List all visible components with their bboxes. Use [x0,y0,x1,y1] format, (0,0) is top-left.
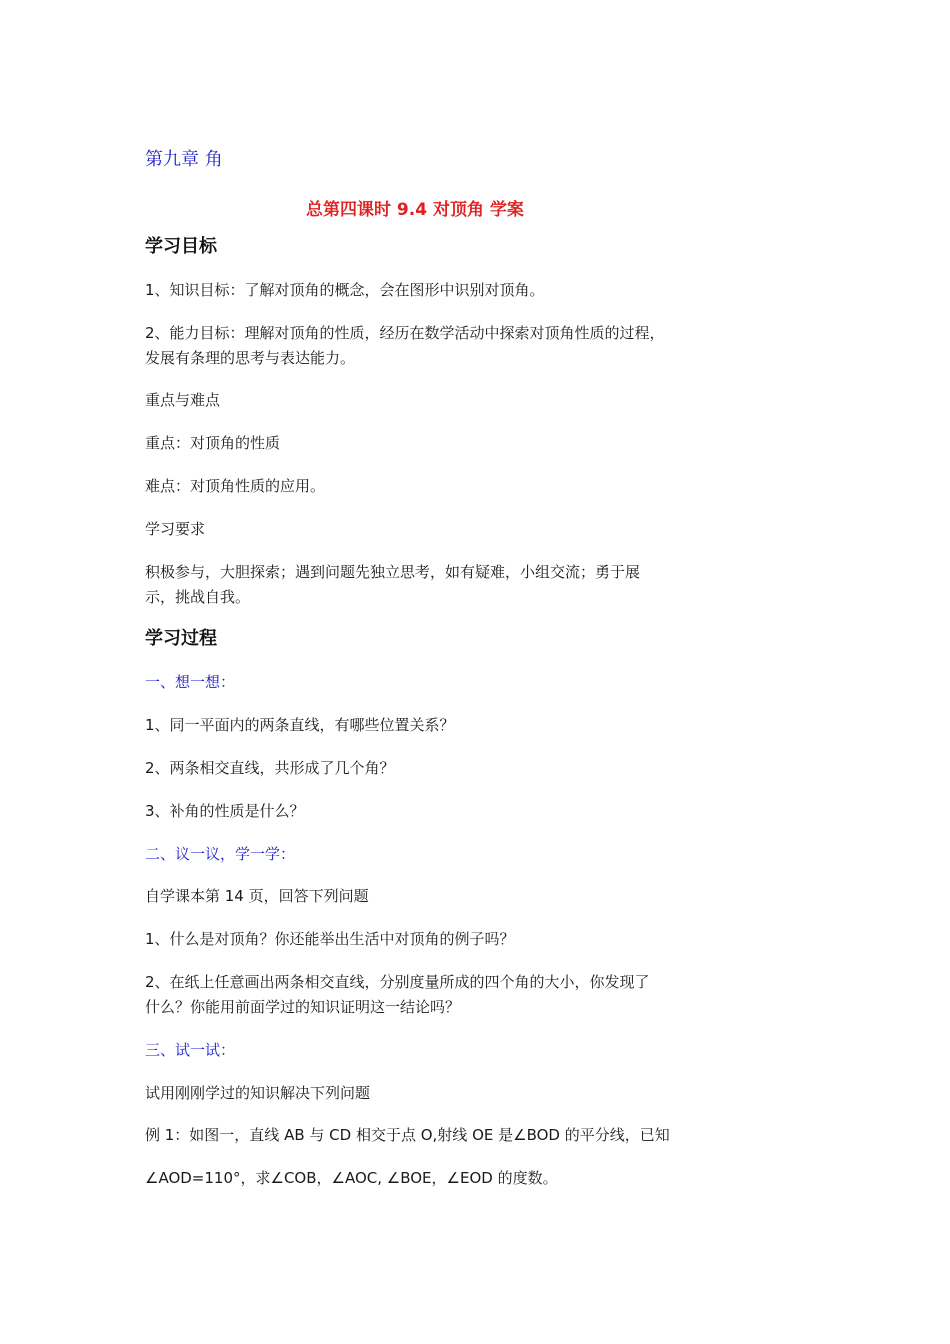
part1-question1: 1、同一平面内的两条直线，有哪些位置关系？ [145,716,455,734]
example1-line1: 例 1：如图一，直线 AB 与 CD 相交于点 O,射线 OE 是∠BOD 的平分线，已知 [145,1126,670,1144]
part2-question2-line2: 什么？你能用前面学过的知识证明这一结论吗？ [145,998,461,1016]
part2-question1: 1、什么是对顶角？你还能举出生活中对顶角的例子吗？ [145,930,515,948]
requirements-line1: 积极参与，大胆探索；遇到问题先独立思考，如有疑难，小组交流；勇于展 [145,563,641,581]
key-points-label: 重点与难点 [145,391,221,409]
part1-title: 一、想一想： [145,673,236,691]
part2-title: 二、议一议，学一学： [145,845,296,863]
requirements-label: 学习要求 [145,520,206,538]
lesson-title: 总第四课时 9.4 对顶角 学案 [306,200,524,220]
requirements-line2: 示，挑战自我。 [145,588,251,606]
objectives-heading: 学习目标 [145,236,217,257]
part1-question2: 2、两条相交直线，共形成了几个角？ [145,759,395,777]
part1-question3: 3、补角的性质是什么？ [145,802,305,820]
difficulty-point: 难点：对顶角性质的应用。 [145,477,326,495]
part3-intro: 试用刚刚学过的知识解决下列问题 [145,1084,371,1102]
part3-title: 三、试一试： [145,1041,236,1059]
ability-objective-line1: 2、能力目标：理解对顶角的性质，经历在数学活动中探索对顶角性质的过程， [145,324,665,342]
knowledge-objective: 1、知识目标：了解对顶角的概念，会在图形中识别对顶角。 [145,281,545,299]
process-heading: 学习过程 [145,628,217,649]
part2-question2-line1: 2、在纸上任意画出两条相交直线，分别度量所成的四个角的大小，你发现了 [145,973,650,991]
key-point: 重点：对顶角的性质 [145,434,281,452]
chapter-title: 第九章 角 [145,149,223,170]
example1-line2: ∠AOD=110°，求∠COB，∠AOC, ∠BOE，∠EOD 的度数。 [145,1169,558,1187]
ability-objective-line2: 发展有条理的思考与表达能力。 [145,349,356,367]
part2-intro: 自学课本第 14 页，回答下列问题 [145,887,369,905]
